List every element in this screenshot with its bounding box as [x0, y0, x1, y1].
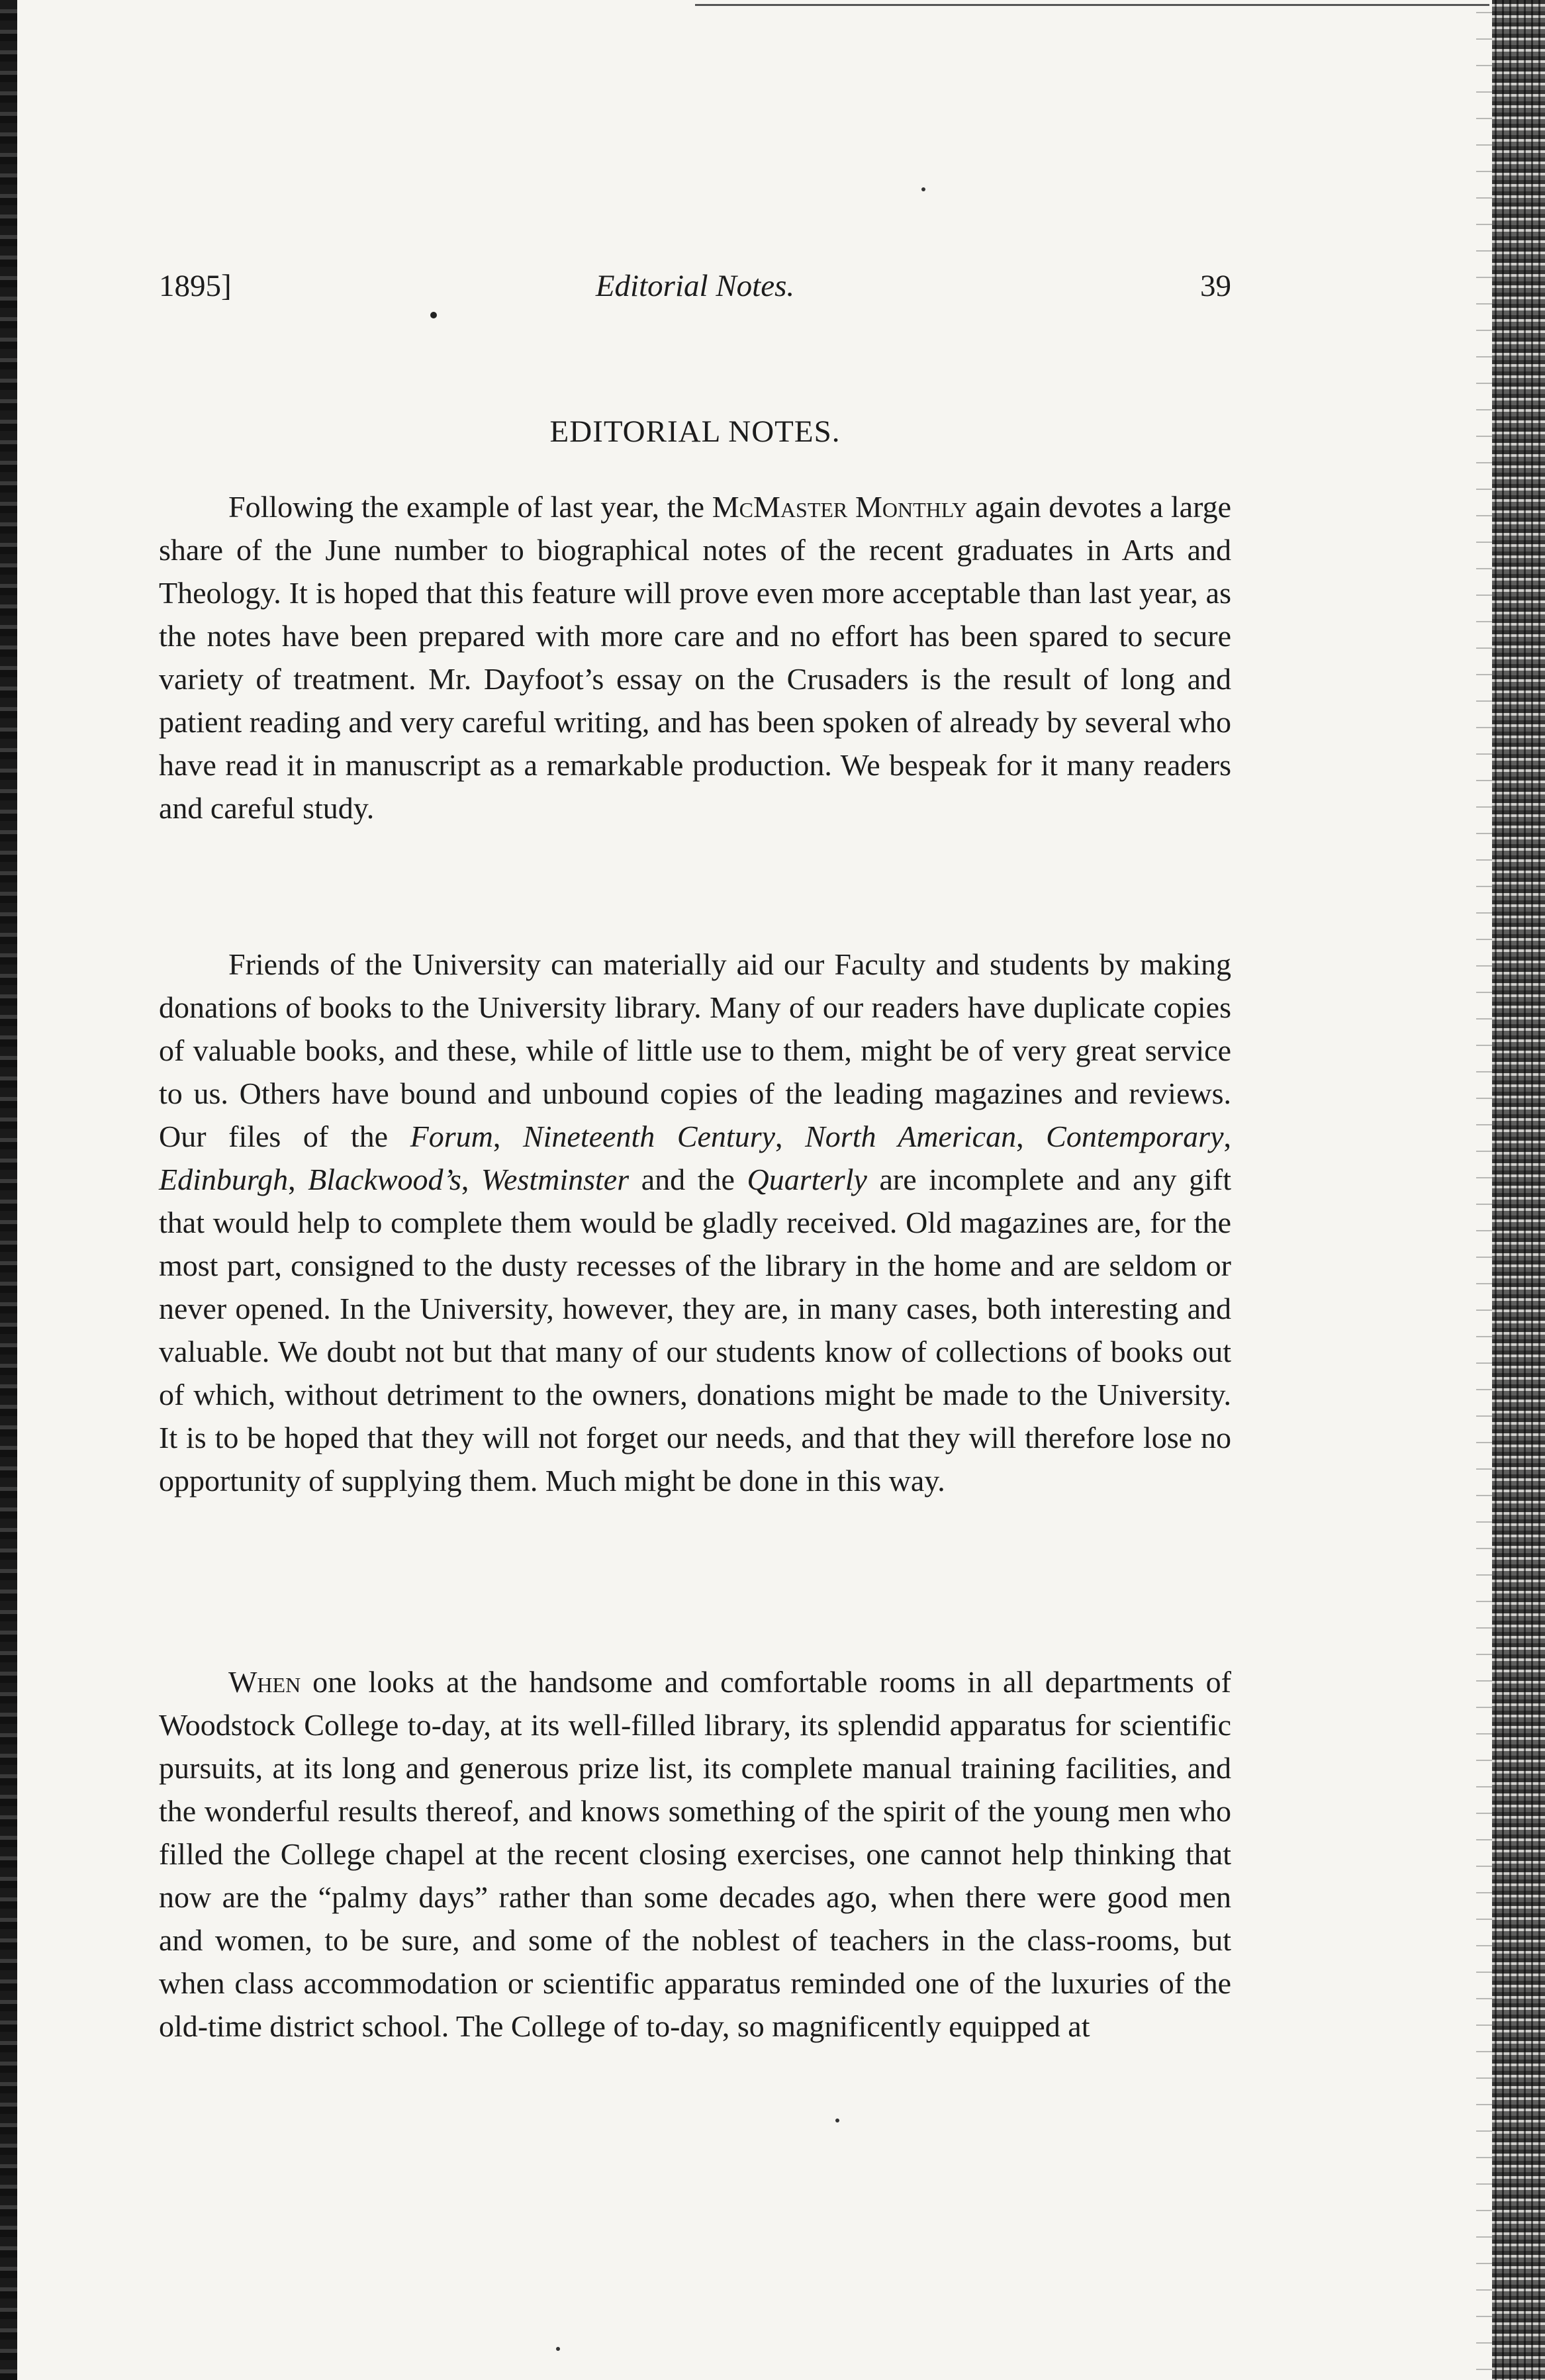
- magazine-title: Quarterly: [747, 1163, 867, 1196]
- paragraph-text: Friends of the University can materially aid our Faculty and students by making donations of books to the University library. Many of our readers have duplicate copies of valuable books, and these, while of little use to them, might be of very great service to us. Others have bound and unbound copies of the leading magazines and reviews. Our files of the: [159, 947, 1231, 1153]
- magazine-title: Forum: [410, 1119, 493, 1153]
- paragraph-woodstock-college: [159, 1660, 1231, 2048]
- ink-dot: [430, 312, 437, 318]
- paragraph-text: again devotes a large share of the June number to biographical notes of the recent graduates in Arts and Theology. It is hoped that this feature will prove even more acceptable than last year, as the notes have been prepared with more care and no effort has been spared to secure variety of treatment. Mr. Dayfoot’s essay on the Crusaders is the result of long and patient reading and very careful writing, and has been spoken of already by several who have read it in manuscript as a remarkable production. We bespeak for it many readers and careful study.: [159, 490, 1231, 825]
- page-gutter-shadow: [1492, 0, 1545, 2380]
- separator: ,: [492, 1119, 523, 1153]
- separator: ,: [288, 1163, 308, 1196]
- paragraph-mcmaster-monthly: [159, 485, 1231, 830]
- separator: ,: [1016, 1119, 1047, 1153]
- magazine-title: North American: [805, 1119, 1017, 1153]
- paragraph-text: Following the example of last year, the: [228, 490, 712, 524]
- magazine-title: Nineteenth Century: [522, 1119, 776, 1153]
- ink-speck: [921, 187, 925, 191]
- ink-speck: [835, 2118, 839, 2122]
- magazine-title: Westminster: [481, 1163, 630, 1196]
- separator: ,: [1223, 1119, 1231, 1153]
- paragraph-text: are incomplete and any gift that would help to complete them would be gladly received. Old magazines are, for the most part, consigned to the dusty recesses of the library in the home and are seldom or never opened. In the University, however, they are, in many cases, both interesting and valuable. We doubt not but that many of our students know of collections of books out of which, without detriment to the owners, donations might be made to the University. It is to be hoped that they will not forget our needs, and that they will therefore lose no opportunity of supplying them. Much might be done in this way.: [159, 1163, 1231, 1498]
- paragraph-library-donations: [159, 943, 1231, 1502]
- scan-top-edge: [695, 4, 1489, 6]
- section-title: EDITORIAL NOTES.: [549, 414, 841, 449]
- header-title: Editorial Notes.: [595, 269, 795, 303]
- page-binding-edge: [0, 0, 17, 2380]
- magazine-title: Edinburgh: [159, 1163, 289, 1196]
- ink-speck: [556, 2347, 560, 2351]
- separator: and the: [629, 1163, 747, 1196]
- magazine-title: Contemporary: [1046, 1119, 1224, 1153]
- page-number: 39: [1200, 269, 1231, 303]
- separator: ,: [461, 1163, 481, 1196]
- running-head: [159, 268, 1231, 321]
- header-year: 1895]: [159, 269, 232, 303]
- paragraph-text: one looks at the handsome and comfortable rooms in all departments of Woodstock College to-day, at its well-filled library, its splendid apparatus for scientific pursuits, at its long and generous prize list, its complete manual training facilities, and the wonderful results thereof, and knows something of the spirit of the young men who filled the College chapel at the recent closing exercises, one cannot help thinking that now are the “palmy days” rather than some decades ago, when there were good men and women, to be sure, and some of the noblest of teachers in the class-rooms, but when class accommodation or scientific apparatus reminded one of the luxuries of the old-time district school. The College of to-day, so magnificently equipped at: [159, 1665, 1231, 2043]
- journal-name: McMaster Monthly: [712, 490, 968, 524]
- separator: ,: [775, 1119, 806, 1153]
- lead-word: When: [228, 1665, 301, 1699]
- magazine-title: Blackwood’s: [308, 1163, 461, 1196]
